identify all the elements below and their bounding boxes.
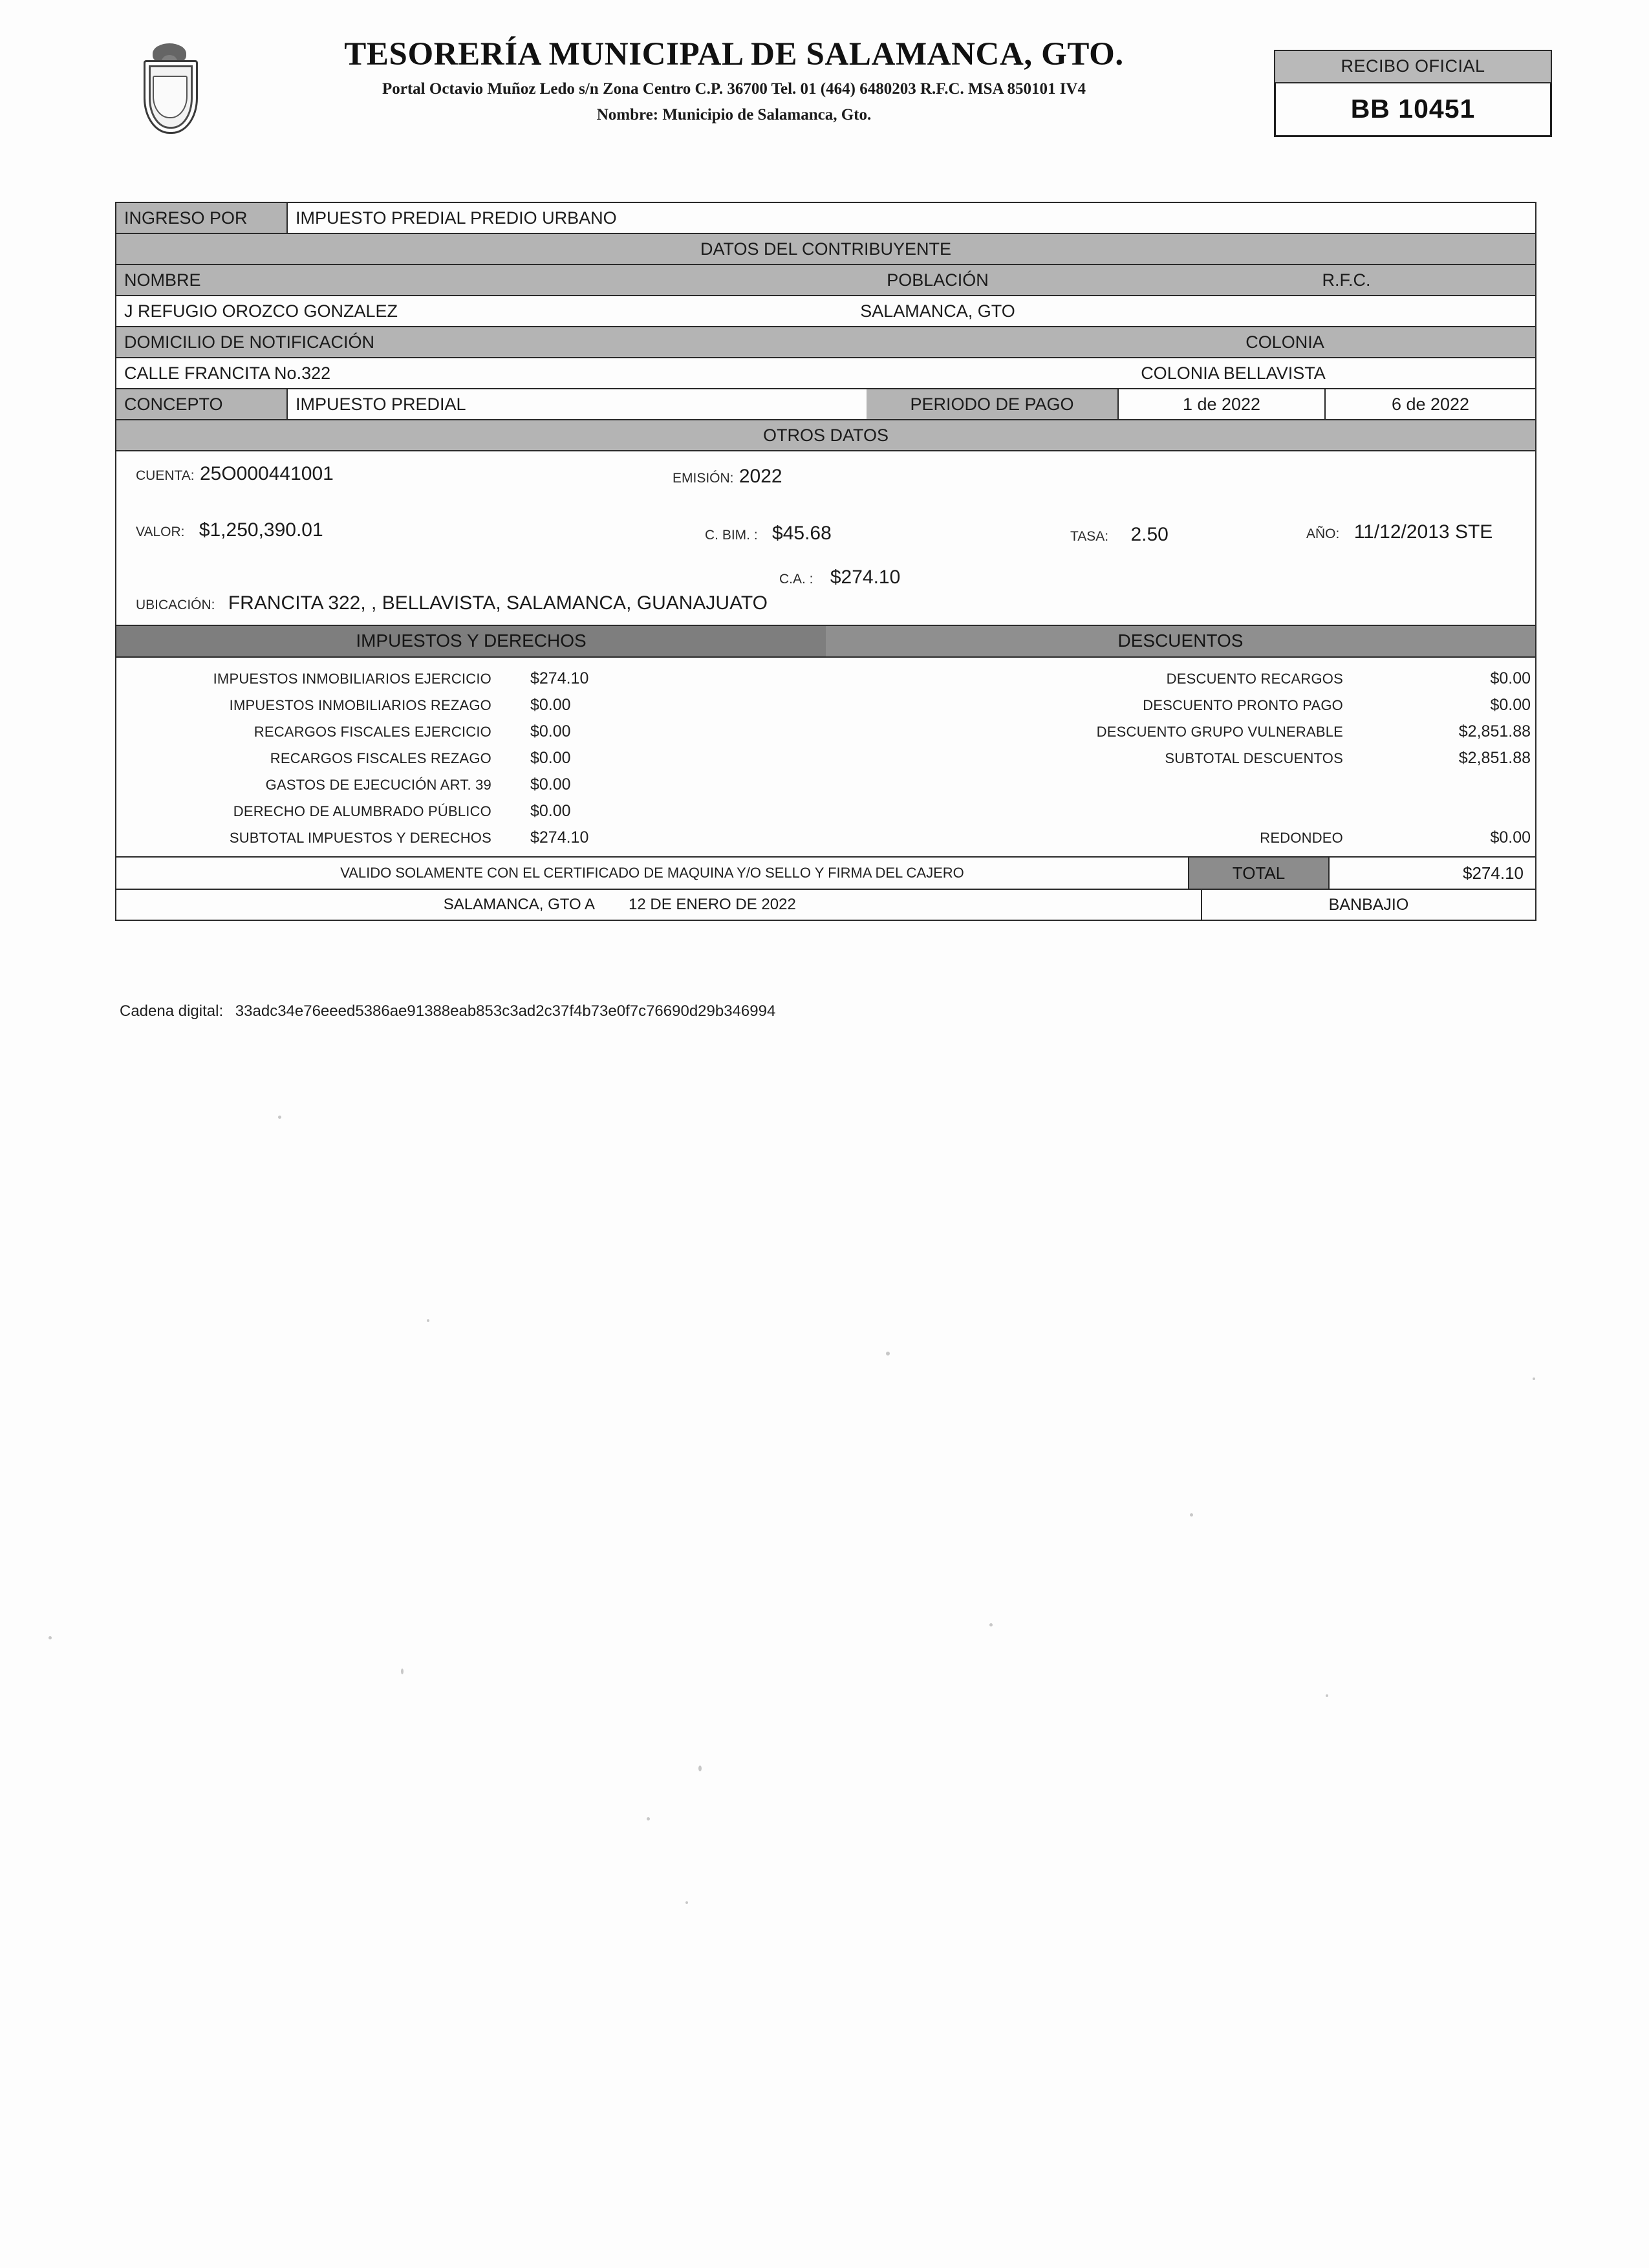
tax-line (116, 718, 826, 745)
receipt-body (115, 202, 1536, 921)
tax-line (116, 825, 826, 851)
taxpayer-name: J REFUGIO OROZCO GONZALEZ (124, 301, 398, 321)
rate-value: 2.50 (1130, 524, 1169, 545)
total-value: $274.10 (1463, 863, 1524, 883)
discount-line-empty (826, 798, 1535, 825)
tax-line-value: $0.00 (530, 749, 571, 767)
column-header-poblacion: POBLACIÓN (718, 265, 1158, 295)
tax-line-value: $274.10 (530, 828, 589, 847)
ca-field (779, 567, 900, 589)
location-label: UBICACIÓN: (136, 598, 215, 612)
tax-line-value: $0.00 (530, 775, 571, 794)
tax-line-value: $274.10 (530, 669, 589, 687)
scan-speck (278, 1116, 281, 1119)
tax-line-label: SUBTOTAL IMPUESTOS Y DERECHOS (229, 829, 491, 846)
address-value: CALLE FRANCITA No.322 (124, 363, 331, 383)
taxes-column (116, 658, 826, 856)
scan-speck (698, 1766, 702, 1771)
discount-line-value: $0.00 (1490, 669, 1531, 687)
discount-line-label: DESCUENTO RECARGOS (1166, 670, 1343, 687)
tax-line (116, 692, 826, 718)
amounts-body (116, 658, 1535, 858)
discount-line-label: DESCUENTO GRUPO VULNERABLE (1096, 723, 1343, 740)
emission-value: 2022 (738, 466, 782, 487)
amounts-headers-row (116, 626, 1535, 658)
ca-value: $274.10 (830, 567, 901, 588)
location-field (136, 592, 768, 614)
organization-title: TESORERÍA MUNICIPAL DE SALAMANCA, GTO. (344, 36, 1124, 72)
header-title-block (230, 36, 1238, 124)
discount-line-empty (826, 772, 1535, 798)
income-label: INGRESO POR (116, 203, 288, 233)
scan-speck (647, 1817, 650, 1820)
value-label: VALOR: (136, 524, 185, 539)
scan-speck (989, 1623, 993, 1626)
discount-line (826, 692, 1535, 718)
discount-line-value: $2,851.88 (1458, 749, 1531, 767)
organization-address: Portal Octavio Muñoz Ledo s/n Zona Centro C.P. 36700 Tel. 01 (464) 6480203 R.F.C. MSA 850101 IV4 (382, 80, 1086, 98)
rounding-value: $0.00 (1490, 828, 1531, 847)
year-label: AÑO: (1306, 526, 1340, 541)
discount-line-label: DESCUENTO PRONTO PAGO (1143, 697, 1343, 713)
concept-row (116, 389, 1535, 420)
bimonthly-charge-value: $45.68 (772, 523, 832, 544)
taxpayer-section-title-row (116, 234, 1535, 265)
rate-field (1070, 524, 1169, 546)
digital-chain-value: 33adc34e76eeed5386ae91388eab853c3ad2c37f4b73e0f7c76690d29b346994 (235, 1002, 776, 1020)
validity-total-row (116, 858, 1535, 890)
colonia-value: COLONIA BELLAVISTA (1141, 363, 1326, 383)
rounding-label: REDONDEO (1260, 829, 1343, 846)
digital-chain (120, 1002, 775, 1021)
tax-line-label: DERECHO DE ALUMBRADO PÚBLICO (233, 803, 491, 819)
taxpayer-city: SALAMANCA, GTO (860, 301, 1015, 321)
scan-speck (427, 1319, 429, 1322)
emission-field (673, 466, 782, 488)
account-label: CUENTA: (136, 468, 195, 483)
scan-speck (1533, 1377, 1535, 1380)
other-data-body (116, 451, 1535, 626)
tax-line-label: RECARGOS FISCALES REZAGO (270, 750, 491, 766)
value-field (136, 519, 323, 541)
tax-line (116, 665, 826, 692)
discount-line (826, 665, 1535, 692)
rate-label: TASA: (1070, 529, 1109, 544)
taxpayer-values-row (116, 296, 1535, 327)
official-receipt-label: RECIBO OFICIAL (1274, 50, 1552, 83)
other-data-title: OTROS DATOS (116, 420, 1535, 450)
account-value: 25O000441001 (199, 463, 334, 484)
discounts-column (826, 658, 1535, 856)
scan-speck (685, 1901, 688, 1904)
other-data-title-row (116, 420, 1535, 451)
document-header (116, 36, 1539, 171)
total-label: TOTAL (1189, 858, 1330, 889)
discount-line-value: $2,851.88 (1458, 722, 1531, 740)
scan-speck (886, 1352, 890, 1355)
tax-line-value: $0.00 (530, 802, 571, 820)
emission-label: EMISIÓN: (673, 471, 734, 486)
address-header-row (116, 327, 1535, 358)
payment-period-label: PERIODO DE PAGO (867, 389, 1119, 419)
tax-line-label: GASTOS DE EJECUCIÓN ART. 39 (265, 776, 491, 793)
taxpayer-section-title: DATOS DEL CONTRIBUYENTE (116, 234, 1535, 264)
tax-line (116, 745, 826, 772)
footer-row (116, 890, 1535, 920)
income-row (116, 203, 1535, 234)
taxpayer-rfc (1158, 296, 1535, 326)
rounding-line (826, 825, 1535, 851)
address-label: DOMICILIO DE NOTIFICACIÓN (116, 327, 1035, 357)
value-amount: $1,250,390.01 (199, 519, 323, 541)
column-header-rfc: R.F.C. (1158, 265, 1535, 295)
column-header-nombre: NOMBRE (116, 265, 718, 295)
bimonthly-charge-field (705, 523, 832, 545)
footer-date: 12 DE ENERO DE 2022 (605, 890, 1202, 920)
taxes-header: IMPUESTOS Y DERECHOS (116, 626, 826, 656)
income-value: IMPUESTO PREDIAL PREDIO URBANO (296, 208, 617, 228)
tax-line-value: $0.00 (530, 696, 571, 714)
crest-inner-shape (153, 76, 188, 118)
tax-line (116, 798, 826, 825)
payment-period-to: 6 de 2022 (1391, 394, 1470, 414)
discount-line-value: $0.00 (1490, 696, 1531, 714)
account-field (136, 463, 334, 485)
colonia-label: COLONIA (1035, 327, 1535, 357)
scan-speck (1190, 1513, 1193, 1517)
municipal-crest-icon (136, 42, 204, 146)
tax-line (116, 772, 826, 798)
concept-label: CONCEPTO (116, 389, 288, 419)
official-receipt-number: BB 10451 (1274, 83, 1552, 137)
footer-city: SALAMANCA, GTO A (443, 896, 595, 913)
discount-line (826, 745, 1535, 772)
year-value: 11/12/2013 STE (1353, 521, 1493, 543)
bimonthly-charge-label: C. BIM. : (705, 528, 758, 543)
tax-line-value: $0.00 (530, 722, 571, 740)
payment-period-from: 1 de 2022 (1119, 389, 1326, 419)
concept-value: IMPUESTO PREDIAL (296, 394, 466, 414)
discount-line-label: SUBTOTAL DESCUENTOS (1165, 750, 1343, 766)
taxpayer-columns-header-row (116, 265, 1535, 296)
scan-speck (1326, 1694, 1328, 1697)
tax-line-label: RECARGOS FISCALES EJERCICIO (253, 723, 491, 740)
validity-note: VALIDO SOLAMENTE CON EL CERTIFICADO DE MAQUINA Y/O SELLO Y FIRMA DEL CAJERO (116, 858, 1189, 889)
footer-bank: BANBAJIO (1328, 895, 1409, 914)
year-field (1306, 521, 1493, 543)
tax-line-label: IMPUESTOS INMOBILIARIOS REZAGO (229, 697, 491, 713)
address-values-row (116, 358, 1535, 389)
discount-line (826, 718, 1535, 745)
discounts-header: DESCUENTOS (826, 626, 1535, 656)
organization-name-line: Nombre: Municipio de Salamanca, Gto. (596, 106, 872, 124)
scan-speck (401, 1669, 404, 1674)
digital-chain-label: Cadena digital: (120, 1002, 224, 1020)
tax-line-label: IMPUESTOS INMOBILIARIOS EJERCICIO (213, 670, 491, 687)
location-value: FRANCITA 322, , BELLAVISTA, SALAMANCA, GUANAJUATO (228, 592, 768, 614)
scan-speck (48, 1636, 52, 1639)
ca-label: C.A. : (779, 572, 814, 587)
official-receipt-box (1274, 50, 1552, 137)
